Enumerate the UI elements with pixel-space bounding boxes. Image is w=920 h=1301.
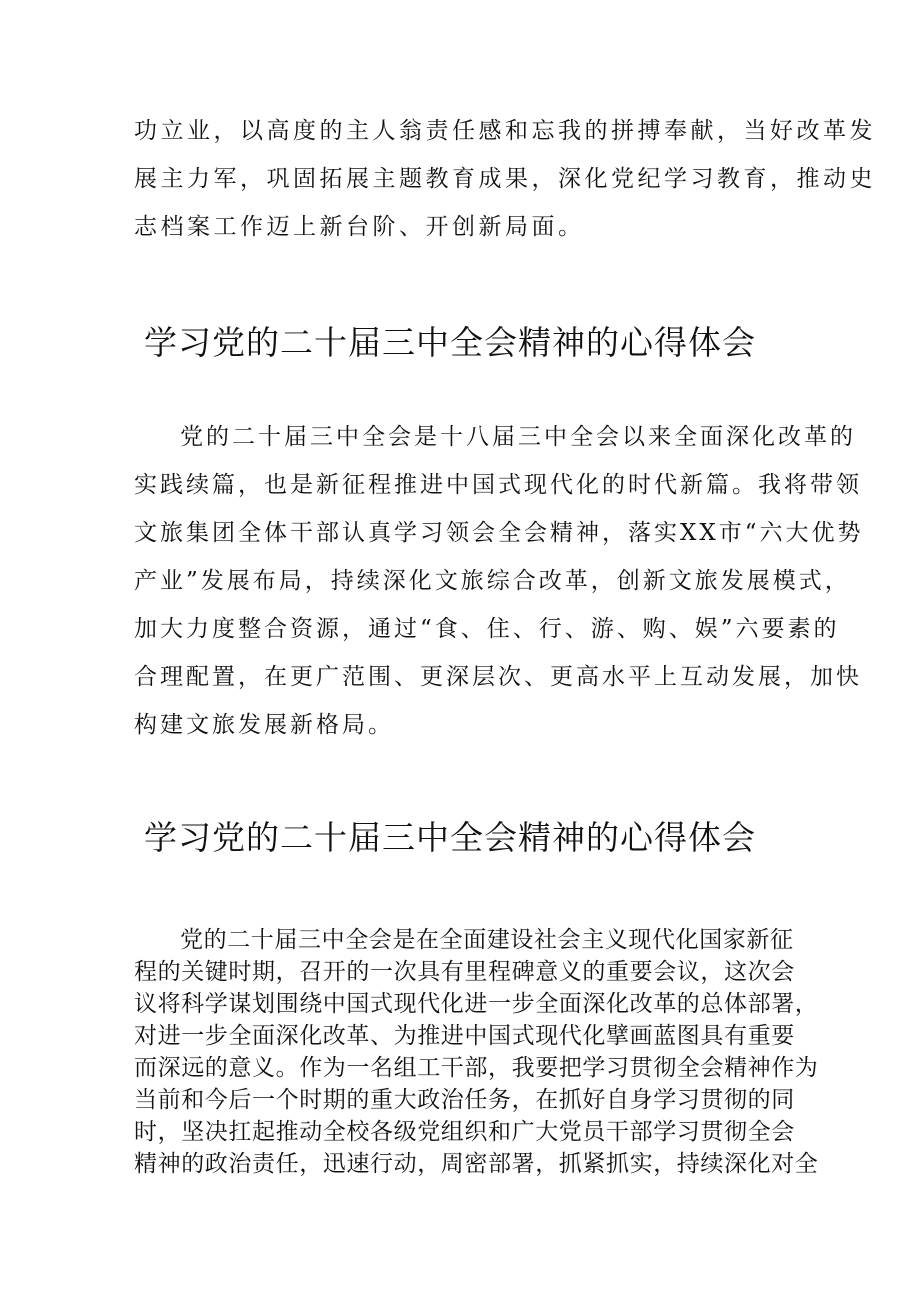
paragraph-line: 精神的政治责任，迅速行动，周密部署，抓紧抓实，持续深化对全 (134, 1151, 819, 1177)
paragraph-line: 合理配置，在更广范围、更深层次、更高水平上互动发展，加快 (134, 664, 862, 690)
paragraph-line: 构建文旅发展新格局。 (134, 712, 394, 738)
section-heading: 学习党的二十届三中全会精神的心得体会 (144, 323, 756, 362)
paragraph-line: 实践续篇，也是新征程推进中国式现代化的时代新篇。我将带领 (134, 472, 862, 498)
paragraph-line: 对进一步全面深化改革、为推进中国式现代化擘画蓝图具有重要 (134, 1023, 795, 1049)
paragraph-line: 议将科学谋划围绕中国式现代化进一步全面深化改革的总体部署， (134, 991, 819, 1017)
paragraph-line: 文旅集团全体干部认真学习领会全会精神，落实XX市“六大优势 (134, 520, 864, 546)
paragraph-line: 展主力军，巩固拓展主题教育成果，深化党纪学习教育，推动史 (134, 166, 876, 192)
paragraph-line: 党的二十届三中全会是在全面建设社会主义现代化国家新征 (180, 927, 794, 953)
paragraph-line: 而深远的意义。作为一名组工干部，我要把学习贯彻全会精神作为 (134, 1055, 819, 1081)
section-heading: 学习党的二十届三中全会精神的心得体会 (144, 818, 756, 857)
paragraph-line: 当前和今后一个时期的重大政治任务，在抓好自身学习贯彻的同 (134, 1087, 795, 1113)
paragraph-line: 产业”发展布局，持续深化文旅综合改革，创新文旅发展模式， (134, 568, 851, 594)
paragraph-line: 党的二十届三中全会是十八届三中全会以来全面深化改革的 (180, 424, 856, 450)
paragraph-line: 功立业，以高度的主人翁责任感和忘我的拼搏奉献，当好改革发 (134, 118, 876, 144)
paragraph-line: 时，坚决扛起推动全校各级党组织和广大党员干部学习贯彻全会 (134, 1119, 795, 1145)
paragraph-line: 志档案工作迈上新台阶、开创新局面。 (134, 214, 585, 240)
paragraph-line: 加大力度整合资源，通过“食、住、行、游、购、娱”六要素的 (134, 616, 840, 642)
paragraph-line: 程的关键时期，召开的一次具有里程碑意义的重要会议，这次会 (134, 959, 795, 985)
